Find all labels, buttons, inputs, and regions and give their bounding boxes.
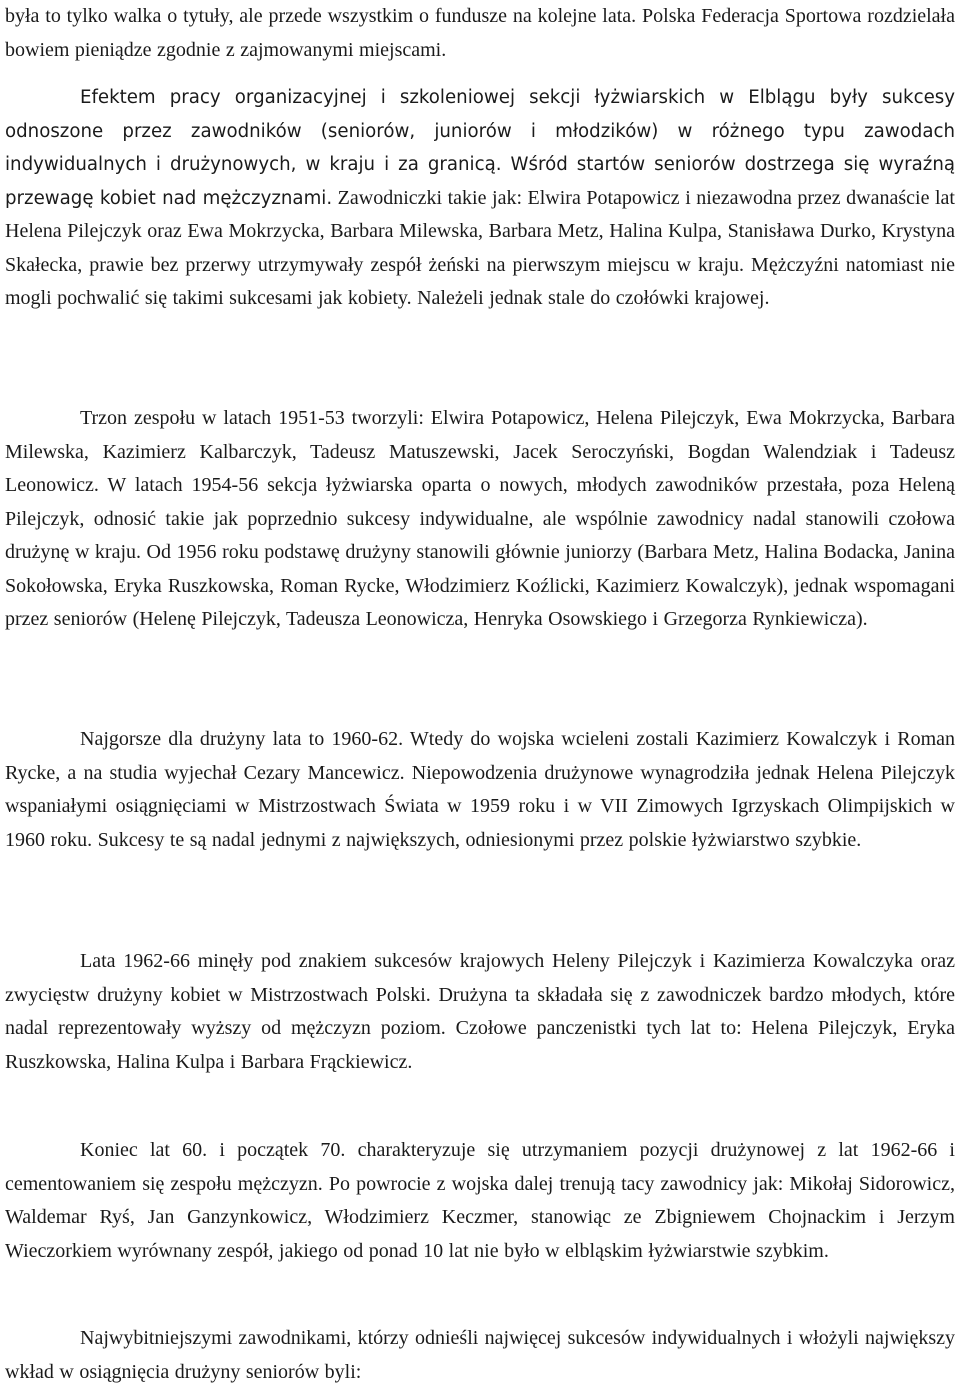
paragraph-intro-continuation: [5, 0, 955, 67]
paragraph-worst-years-1960: [5, 723, 955, 857]
text-run: Zawodniczki takie jak: Elwira Potapowicz i niezawodna przez dwanaście lat Helena Pilejczyk oraz Ewa Mokrzycka, Barbara Milewska, Barbara Metz, Halina Kulpa, Stanisława Durko, Krystyna Skałecka, prawie bez przerwy utrzymywały zespół żeński na pierwszym miejscu w kraju. Mężczyźni natomiast nie mogli pochwalić się takimi sukcesami jak kobiety. Należeli jednak stale do czołówki krajowej.: [5, 186, 955, 309]
text-run: Koniec lat 60. i początek 70. charakteryzuje się utrzymaniem pozycji drużynowej z lat 1962-66 i cementowaniem się zespołu mężczyzn. Po powrocie z wojska dalej trenują tacy zawodnicy jak: Mikołaj Sidorowicz, Waldemar Ryś, Jan Ganzynkowicz, Włodzimierz Keczmer, stanowiąc ze Zbigniewem Chojnackim i Jerzym Wieczorkiem wyrównany zespół, jakiego od ponad 10 lat nie było w elbląskim łyżwiarstwie szybkim.: [5, 1139, 955, 1262]
text-run: Trzon zespołu w latach 1951-53 tworzyli: Elwira Potapowicz, Helena Pilejczyk, Ewa Mokrzycka, Barbara Milewska, Kazimierz Kalbarczyk, Tadeusz Matuszewski, Jacek Seroczyński, Bogdan Walendziak i Tadeusz Leonowicz. W latach 1954-56 sekcja łyżwiarska oparta o nowych, młodych zawodników przestała, poza Heleną Pilejczyk, odnosić takie jak poprzednio sukcesy indywidualne, ale wspólnie zawodnicy nadal stanowili czołowa drużynę w kraju. Od 1956 roku podstawę drużyny stanowili głównie juniorzy (Barbara Metz, Halina Bodacka, Janina Sokołowska, Eryka Ruszkowska, Roman Rycke, Włodzimierz Koźlicki, Kazimierz Kowalczyk), jednak wspomagani przez seniorów (Helenę Pilejczyk, Tadeusza Leonowicza, Henryka Osowskiego i Grzegorza Rynkiewicza).: [5, 407, 955, 630]
paragraph-years-1962-66: [5, 945, 955, 1079]
text-run: Lata 1962-66 minęły pod znakiem sukcesów krajowych Heleny Pilejczyk i Kazimierza Kowalczyka oraz zwycięstw drużyny kobiet w Mistrzostwach Polski. Drużyna ta składała się z zawodniczek bardzo młodych, które nadal reprezentowały wyższy od mężczyzn poziom. Czołowe panczenistki tych lat to: Helena Pilejczyk, Eryka Ruszkowska, Halina Kulpa i Barbara Frąckiewicz.: [5, 950, 955, 1073]
text-run: była to tylko walka o tytuły, ale przede wszystkim o fundusze na kolejne lata. Polska Federacja Sportowa rozdzielała bowiem pieniądze zgodnie z zajmowanymi miejscami.: [5, 5, 955, 61]
paragraph-best-athletes-intro: [5, 1322, 955, 1384]
text-run: Efektem pracy organizacyjnej i szkoleniowej sekcji łyżwiarskich w Elblągu były sukcesy odnoszone przez zawodników (seniorów, juniorów i młodzików) w różnego typu zawodach indywidualnych i drużynowych, w kraju i za granicą. Wśród startów seniorów dostrzega się wyraźną przewagę kobiet nad mężczyznami.: [5, 87, 955, 209]
paragraph-late-60s: [5, 1134, 955, 1268]
text-run: Najgorsze dla drużyny lata to 1960-62. Wtedy do wojska wcieleni zostali Kazimierz Kowalczyk i Roman Rycke, a na studia wyjechał Cezary Mancewicz. Niepowodzenia drużynowe wynagrodziła jednak Helena Pilejczyk wspaniałymi osiągnięciami w Mistrzostwach Świata w 1959 roku i w VII Zimowych Igrzyskach Olimpijskich w 1960 roku. Sukcesy te są nadal jednymi z największych, odniesionymi przez polskie łyżwiarstwo szybkie.: [5, 728, 955, 851]
paragraph-sections-successes: [5, 81, 955, 316]
paragraph-team-core-1951: [5, 402, 955, 637]
text-run: Najwybitniejszymi zawodnikami, którzy odnieśli najwięcej sukcesów indywidualnych i włożyli największy wkład w osiągnięcia drużyny seniorów byli:: [5, 1327, 955, 1383]
